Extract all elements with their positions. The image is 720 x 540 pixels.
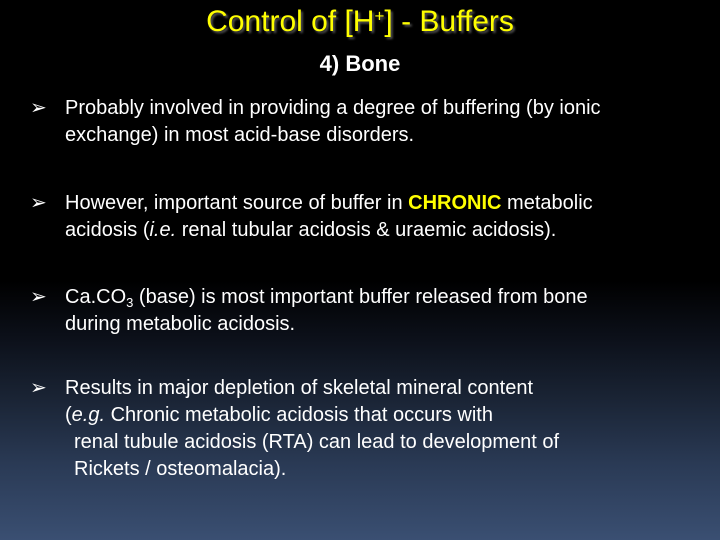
bullet-item-2 xyxy=(30,190,712,244)
chronic-highlight: CHRONIC xyxy=(408,192,502,214)
bullet-2-line-1-post: metabolic xyxy=(501,192,593,214)
bullet-2-italic: i.e. xyxy=(149,219,177,241)
bullet-3-line-1-post: (base) is most important buffer released from bone xyxy=(133,286,588,308)
bullet-2-line-1 xyxy=(30,190,712,217)
bullet-item-4 xyxy=(30,375,712,483)
bullet-item-3 xyxy=(30,284,712,338)
arrow-bullet-icon: ➢ xyxy=(30,97,47,119)
arrow-bullet-icon: ➢ xyxy=(30,286,47,308)
bullet-3-line-1 xyxy=(30,284,712,311)
bullet-3-line-1-pre: Ca.CO xyxy=(65,286,127,308)
title-superscript: + xyxy=(374,6,385,26)
bullet-item-1 xyxy=(30,95,712,149)
bullet-4-line-2-post: Chronic metabolic acidosis that occurs with xyxy=(105,404,493,426)
bullet-2-line-1-pre: However, important source of buffer in xyxy=(65,192,409,214)
slide-title xyxy=(0,2,720,42)
arrow-bullet-icon: ➢ xyxy=(30,377,47,399)
bullet-4-line-2 xyxy=(30,402,712,429)
bullet-4-italic: e.g. xyxy=(71,404,106,426)
bullet-4-line-4: Rickets / osteomalacia). xyxy=(74,458,287,480)
bullet-4-line-2-pre: ( xyxy=(65,404,72,426)
bullet-2-line-2 xyxy=(30,217,712,244)
bullet-2-line-2-pre: acidosis ( xyxy=(65,219,150,241)
bullet-1-line-2: exchange) in most acid-base disorders. xyxy=(65,124,415,146)
bullet-3-line-2: during metabolic acidosis. xyxy=(65,313,296,335)
title-suffix: ] - Buffers xyxy=(384,5,514,38)
title-prefix: Control of [H xyxy=(206,5,375,38)
bullet-4-line-3: renal tubule acidosis (RTA) can lead to development of xyxy=(74,431,560,453)
bullet-3-subscript: 3 xyxy=(126,294,134,310)
arrow-bullet-icon: ➢ xyxy=(30,192,47,214)
slide-subtitle: 4) Bone xyxy=(319,51,401,76)
bullet-2-line-2-post: renal tubular acidosis & uraemic acidosis). xyxy=(176,219,557,241)
bullet-4-line-1: Results in major depletion of skeletal mineral content xyxy=(65,377,534,399)
bullet-1-line-1: Probably involved in providing a degree of buffering (by ionic xyxy=(65,97,601,119)
